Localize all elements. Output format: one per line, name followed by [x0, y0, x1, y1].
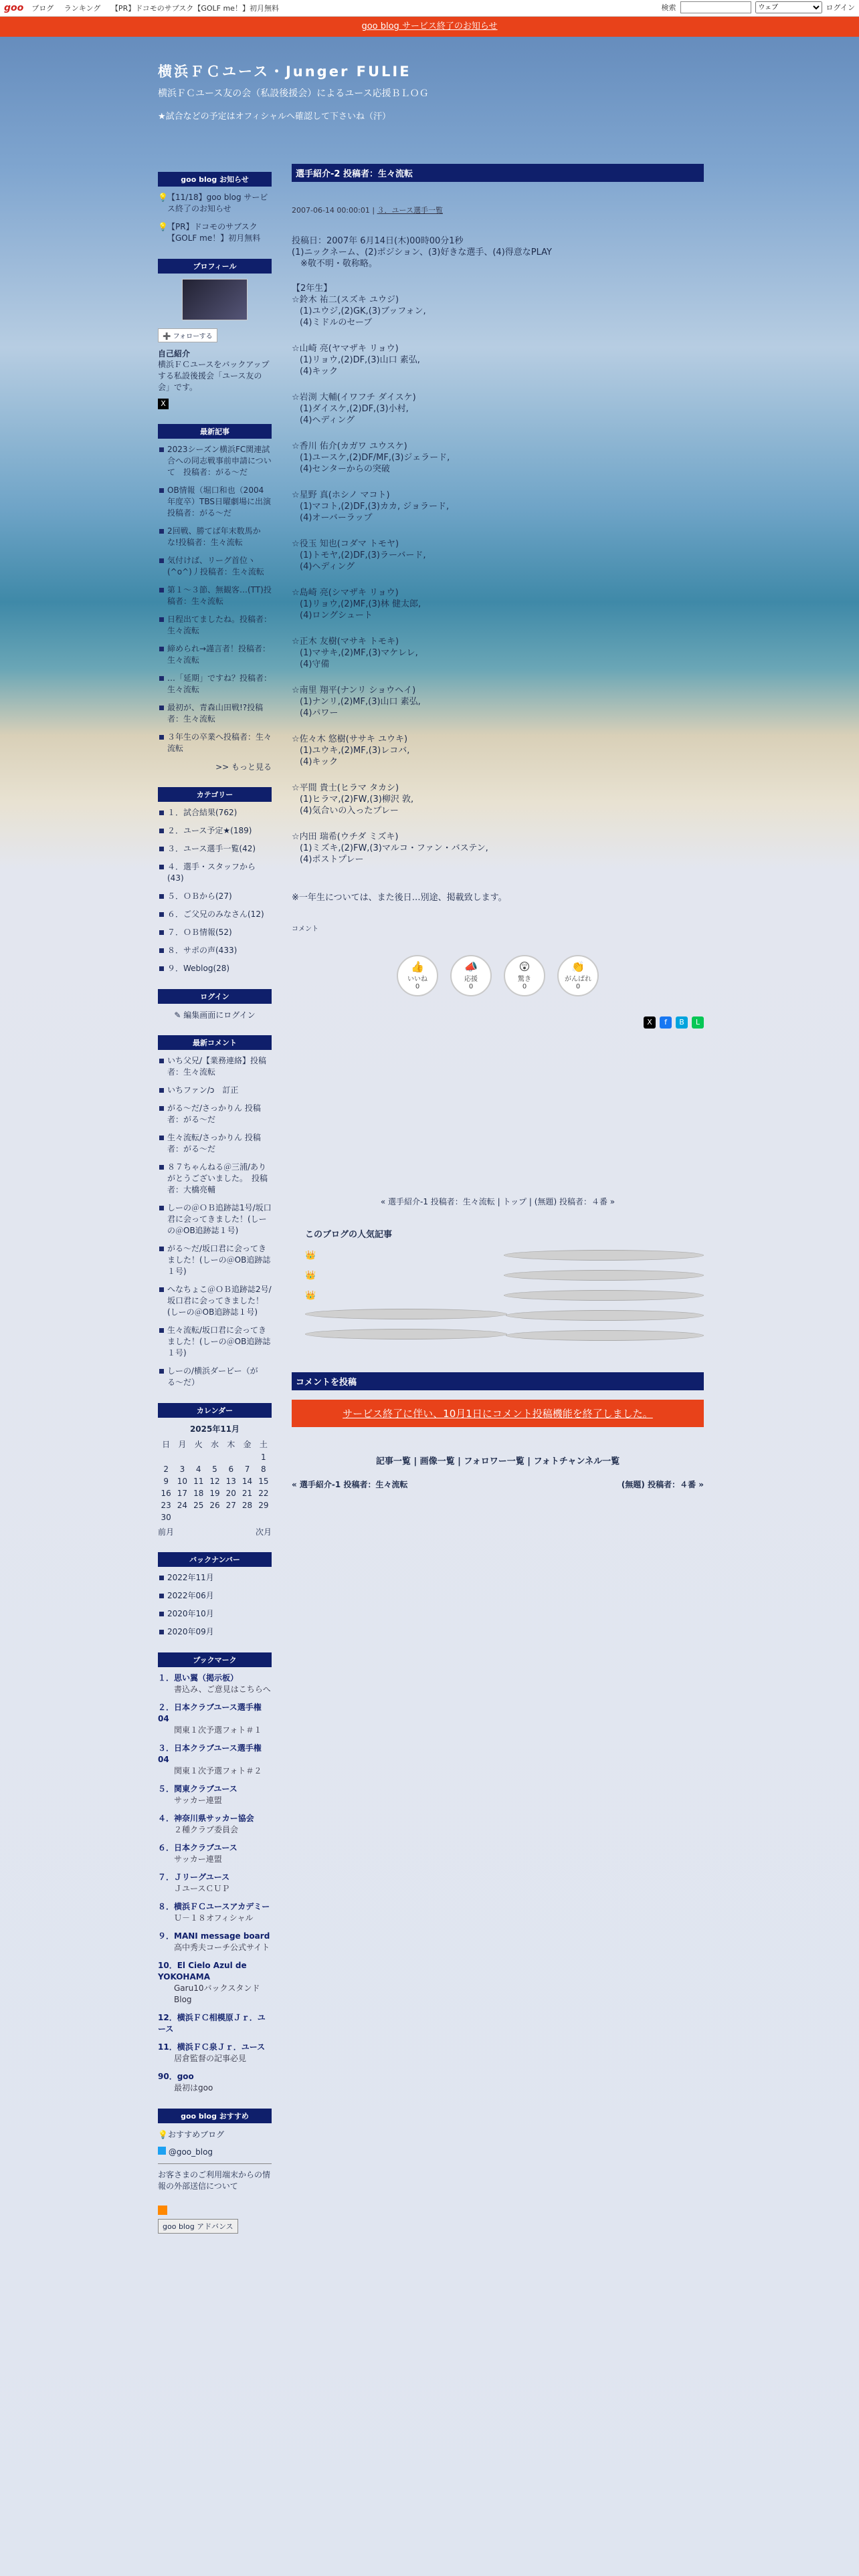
recent-post-link[interactable]: 2023シーズン横浜FC関連試合への同志戦事前申請について 投稿者：がる〜だ	[158, 444, 272, 478]
main-content	[292, 164, 704, 1490]
bulb-icon: 💡	[158, 222, 168, 231]
prev-article-link[interactable]: « 選手紹介-1 投稿者：生々流転	[292, 1480, 408, 1489]
player-entry: ☆内田 瑞希(ウチダ ミズキ) (1)ミズキ,(2)FW,(3)マルコ・ファン・バステン, (4)ポストプレー	[292, 832, 488, 865]
cal-weekday: 金	[243, 1440, 252, 1449]
recent-comment-link[interactable]: いち父兄/【業務連絡】投稿者：生々流転	[158, 1055, 272, 1078]
cal-day: 17	[177, 1489, 188, 1498]
recent-comment-link[interactable]: しーの/横浜ダービー（がる〜だ）	[158, 1366, 272, 1388]
placeholder-dot	[506, 1330, 704, 1341]
cal-day: 3	[179, 1465, 185, 1474]
cal-day: 25	[193, 1501, 204, 1510]
player-entry: ☆佐々木 悠樹(ササキ ユウキ) (1)ユウキ,(2)MF,(3)レコバ, (4)キック	[292, 734, 410, 767]
placeholder-dot	[504, 1270, 704, 1281]
footer-links[interactable]: 記事一覧 | 画像一覧 | フォロワー一覧 | フォトチャンネル一覧	[375, 1457, 620, 1467]
article-meta: 2007-06-14 00:00:01 | ３．ユース選手一覧	[292, 206, 443, 215]
category-link[interactable]: ４．選手・スタッフから(43)	[158, 861, 272, 884]
reaction-cheer-button[interactable]: 📣 応援 0	[450, 955, 492, 996]
cal-weekday: 木	[227, 1440, 235, 1449]
bookmark-item[interactable]: １．思い翼（掲示板） 書込み、ご意見はこちらへ	[158, 1673, 271, 1694]
recent-post-link[interactable]: 2回戦、勝てば年末数馬かな!投稿者：生々流転	[158, 526, 272, 548]
nav-pr[interactable]: 【PR】ドコモのサブスク【GOLF me！】初月無料	[110, 4, 279, 13]
advance-badge[interactable]: goo blog アドバンス	[158, 2219, 238, 2234]
category-heading: カテゴリー	[158, 787, 272, 802]
facebook-share-icon[interactable]: f	[660, 1016, 672, 1029]
recommend-heading: goo blog おすすめ	[158, 2109, 272, 2123]
bookmark-item[interactable]: 10．El Cielo Azul de YOKOHAMA Garu10バックスタンドBlog	[158, 1961, 260, 2004]
backnumber-link[interactable]: 2022年06月	[158, 1590, 272, 1602]
login-heading: ログイン	[158, 989, 272, 1004]
blog-subtitle: 横浜ＦＣユース友の会（私設後援会）によるユース応援ＢＬＯＧ	[158, 88, 429, 99]
x-icon[interactable]: X	[158, 399, 169, 409]
calendar-month: 2025年11月	[189, 1424, 240, 1434]
goo-logo[interactable]: goo	[4, 3, 24, 13]
share-buttons	[292, 1016, 704, 1029]
cal-day: 2	[163, 1465, 169, 1474]
player-entry: ☆正木 友樹(マサキ トモキ) (1)マサキ,(2)MF,(3)マケレレ, (4)守備	[292, 637, 418, 669]
cal-weekday: 水	[210, 1440, 219, 1449]
player-entry: ☆岩渕 大輔(イワフチ ダイスケ) (1)ダイスケ,(2)DF,(3)小村, (4)ヘディング	[292, 393, 416, 425]
recommend-blog-link[interactable]: 💡おすすめブログ	[158, 2130, 225, 2139]
profile-heading: プロフィール	[158, 259, 272, 274]
edit-login-link[interactable]: ✎ 編集画面にログイン	[174, 1010, 256, 1020]
article-date: 2007-06-14 00:00:01	[292, 206, 370, 215]
cal-day: 28	[242, 1501, 253, 1510]
recent-comment-link[interactable]: がる〜だ/さっかりん 投稿者：がる〜だ	[158, 1103, 272, 1125]
article-pager[interactable]: « 選手紹介-1 投稿者：生々流転 | トップ | (無題) 投稿者：４番 »	[380, 1197, 615, 1206]
pencil-icon: ✎	[174, 1010, 181, 1020]
next-article-link[interactable]: (無題) 投稿者：４番 »	[621, 1480, 704, 1489]
cal-day: 7	[244, 1465, 250, 1474]
cal-day: 23	[161, 1501, 171, 1510]
cal-day: 26	[209, 1501, 220, 1510]
hatena-share-icon[interactable]: B	[676, 1016, 688, 1029]
cal-day: 21	[242, 1489, 253, 1498]
search-scope-select[interactable]	[755, 1, 822, 13]
player-entry: ☆役玉 知也(コダマ トモヤ) (1)トモヤ,(2)DF,(3)ラーバード, (4)ヘディング	[292, 539, 426, 572]
article-intro: 投稿日：2007年 6月14日(木)00時00分1秒 (1)ニックネーム、(2)ポジション、(3)好きな選手、(4)得意なPLAY ※敬不明・敬称略。	[292, 236, 552, 269]
player-entry: ☆島崎 亮(シマザキ リョウ) (1)リョウ,(2)MF,(3)林 健太郎, (4)ロングシュート	[292, 588, 421, 621]
notice-item[interactable]: 💡 【PR】ドコモのサブスク【GOLF me！】初月無料	[158, 222, 261, 243]
recent-comment-link[interactable]: がる〜だ/坂口君に会ってきました！(しーの＠OB追跡誌１号)	[158, 1243, 272, 1277]
crown-silver-icon: 👑	[305, 1270, 316, 1281]
cal-day: 19	[209, 1489, 220, 1498]
comments-heading: 最新コメント	[158, 1035, 272, 1050]
reaction-clap-button[interactable]: 👏 がんばれ 0	[557, 955, 599, 996]
category-link[interactable]: ８．サポの声(433)	[158, 945, 272, 956]
surprised-face-icon: 😲	[518, 960, 531, 973]
login-link[interactable]: ログイン	[826, 3, 855, 12]
clap-icon: 👏	[571, 960, 585, 973]
cal-day: 13	[225, 1477, 236, 1486]
service-end-banner[interactable]: goo blog サービス終了のお知らせ	[0, 17, 859, 37]
popular-articles	[305, 1227, 704, 1346]
comment-label: コメント	[292, 926, 318, 933]
recent-post-link[interactable]: 最初が、青森山田戦!?投稿者：生々流転	[158, 702, 272, 725]
follow-button[interactable]: ➕ フォローする	[158, 328, 217, 342]
reaction-surprise-button[interactable]: 😲 驚き 0	[504, 955, 545, 996]
bookmark-item[interactable]: ７．Ｊリーグユース ＪユースＣＵＰ	[158, 1872, 230, 1893]
recent-comment-link[interactable]: しーの＠ＯＢ追跡誌1号/坂口君に会ってきました！(しーの＠OB追跡誌１号)	[158, 1202, 272, 1237]
profile-image	[182, 279, 248, 320]
bulb-icon: 💡	[158, 193, 168, 202]
calendar-heading: カレンダー	[158, 1403, 272, 1418]
bookmark-item[interactable]: ３．日本クラブユース選手権04 関東１次予選フォト＃２	[158, 1743, 262, 1776]
cal-day: 1	[261, 1453, 266, 1462]
crown-gold-icon: 👑	[305, 1250, 316, 1261]
cal-day: 22	[258, 1489, 269, 1498]
placeholder-dot	[504, 1250, 704, 1261]
recent-post-link[interactable]: 気付けば、リーグ首位ヽ(^o^)丿投稿者：生々流転	[158, 555, 272, 578]
recent-post-link[interactable]: OB情報（堀口和也（2004年度卒）TBS日曜劇場に出演 投稿者：がる〜だ	[158, 485, 272, 519]
backnumber-link[interactable]: 2020年10月	[158, 1608, 272, 1620]
category-link[interactable]: ２．ユース予定★(189)	[158, 825, 272, 837]
bookmark-item[interactable]: 12．横浜ＦＣ相模原Ｊｒ．ユース	[158, 2013, 266, 2034]
player-entry: ☆鈴木 祐二(スズキ ユウジ) (1)ユウジ,(2)GK,(3)ブッフォン, (4)ミドルのセーブ	[292, 295, 426, 328]
recent-comment-link[interactable]: ８７ちゃんねる＠三浦/ありがとうございました。 投稿者：大橋亮輔	[158, 1162, 272, 1196]
bookmark-item[interactable]: ６．日本クラブユース サッカー連盟	[158, 1843, 237, 1864]
cal-weekday: 土	[259, 1440, 268, 1449]
placeholder-dot	[504, 1290, 704, 1301]
bookmark-item[interactable]: ２．日本クラブユース選手権04 関東１次予選フォト＃１	[158, 1703, 262, 1735]
recent-post-link[interactable]: ３年生の卒業へ投稿者：生々流転	[158, 732, 272, 754]
category-link[interactable]: ６．ご父兄のみなさん(12)	[158, 909, 272, 920]
player-entry: ☆平間 貴士(ヒラマ タカシ) (1)ヒラマ,(2)FW,(3)柳沢 敦, (4)気合いの入ったプレー	[292, 783, 414, 816]
backnumber-heading: バックナンバー	[158, 1552, 272, 1567]
reaction-like-button[interactable]: 👍 いいね 0	[397, 955, 438, 996]
category-link[interactable]: １．試合結果(762)	[158, 807, 272, 819]
blog-header	[158, 61, 706, 122]
nav-ranking[interactable]: ランキング	[64, 4, 101, 13]
recent-post-link[interactable]: 締められ→謹言者！投稿者：生々流転	[158, 643, 272, 666]
line-share-icon[interactable]: L	[692, 1016, 704, 1029]
cal-day: 27	[225, 1501, 236, 1510]
popular-heading: このブログの人気記事	[305, 1230, 393, 1240]
cal-day: 30	[161, 1513, 171, 1522]
sidebar	[158, 172, 279, 2248]
twitter-icon	[158, 2147, 166, 2155]
grade-heading: 【2年生】	[292, 284, 332, 294]
calendar-next[interactable]: 次月	[255, 1527, 272, 1537]
more-link[interactable]: >> もっと見る	[215, 762, 272, 772]
bookmark-item[interactable]: ５．関東クラブユース サッカー連盟	[158, 1784, 237, 1805]
recent-comment-link[interactable]: 生々流転/さっかりん 投稿者：がる〜だ	[158, 1132, 272, 1155]
goo-topbar	[0, 0, 859, 17]
cal-day: 29	[258, 1501, 269, 1510]
comment-ended-notice[interactable]: サービス終了に伴い、10月1日にコメント投稿機能を終了しました。	[292, 1400, 704, 1427]
recent-post-link[interactable]: 第１～３節、無観客…(TT)投稿者：生々流転	[158, 584, 272, 607]
search-input[interactable]	[680, 1, 751, 13]
player-entry: ☆香川 佑介(カガワ ユウスケ) (1)ユースケ,(2)DF/MF,(3)ジェラード, (4)センターからの突破	[292, 441, 450, 474]
article-footnote: ※一年生については、また後日…別途、掲載致します。	[292, 893, 507, 903]
cal-day: 14	[242, 1477, 253, 1486]
placeholder-dot	[305, 1309, 507, 1319]
cal-day: 15	[258, 1477, 269, 1486]
bookmark-item[interactable]: ８．横浜ＦＣユースアカデミー Ｕ－１８オフィシャル	[158, 1902, 270, 1923]
calendar-prev[interactable]: 前月	[158, 1527, 175, 1537]
article-category-link[interactable]: ３．ユース選手一覧	[377, 206, 443, 215]
category-link[interactable]: ９．Weblog(28)	[158, 963, 272, 974]
thumbs-up-icon: 👍	[411, 960, 424, 973]
twitter-link[interactable]: @goo_blog	[158, 2147, 272, 2157]
search-label: 検索	[661, 3, 676, 12]
cal-day: 20	[225, 1489, 236, 1498]
bookmark-item[interactable]: ９．MANI message board 高中秀夫コーチ公式サイト	[158, 1931, 270, 1952]
profile-text: 横浜ＦＣユースをバックアップする私設後援会「ユース友の会」です。	[158, 360, 270, 392]
recent-comment-link[interactable]: へなちょこ＠ＯＢ追跡誌2号/坂口君に会ってきました！(しーの＠OB追跡誌１号)	[158, 1284, 272, 1318]
notice-heading: goo blog お知らせ	[158, 172, 272, 187]
recent-comment-link[interactable]: 生々流転/坂口君に会ってきました！(しーの＠OB追跡誌１号)	[158, 1325, 272, 1359]
placeholder-dot	[305, 1329, 507, 1339]
player-entry: ☆山崎 亮(ヤマザキ リョウ) (1)リョウ,(2)DF,(3)山口 素弘, (4)キック	[292, 344, 420, 377]
category-link[interactable]: ３．ユース選手一覧(42)	[158, 843, 272, 855]
x-share-icon[interactable]: X	[644, 1016, 656, 1029]
bookmark-item[interactable]: 90．goo 最初はgoo	[158, 2072, 213, 2092]
cal-day: 11	[193, 1477, 204, 1486]
profile-label: 自己紹介	[158, 349, 191, 358]
cal-day: 12	[209, 1477, 220, 1486]
player-entry: ☆南里 翔平(ナンリ ショウヘイ) (1)ナンリ,(2)MF,(3)山口 素弘, (4)パワー	[292, 685, 421, 718]
crown-bronze-icon: 👑	[305, 1290, 316, 1301]
cal-day: 8	[261, 1465, 266, 1474]
cal-day: 5	[212, 1465, 217, 1474]
cal-day: 24	[177, 1501, 188, 1510]
bookmark-item[interactable]: 11．横浜ＦＣ泉Ｊｒ．ユース 居倉監督の記事必見	[158, 2042, 266, 2063]
cal-day: 18	[193, 1489, 204, 1498]
category-link[interactable]: ５．ＯＢから(27)	[158, 891, 272, 902]
player-entry: ☆星野 真(ホシノ マコト) (1)マコト,(2)DF,(3)カカ, ジョラード, (4)オーバーラップ	[292, 490, 450, 523]
reaction-buttons	[292, 955, 704, 996]
cal-day: 4	[195, 1465, 201, 1474]
external-note-link[interactable]: お客さまのご利用端末からの情報の外部送信について	[158, 2163, 272, 2192]
megaphone-icon: 📣	[464, 960, 478, 973]
bookmark-item[interactable]: ４．神奈川県サッカー協会 ２種クラブ委員会	[158, 1814, 254, 1834]
rss-icon[interactable]	[158, 2206, 167, 2215]
bookmark-heading: ブックマーク	[158, 1652, 272, 1667]
comment-post-heading: コメントを投稿	[292, 1372, 704, 1390]
cal-weekday: 月	[178, 1440, 187, 1449]
recent-comment-link[interactable]: いちファン/ↄ 訂正	[158, 1085, 272, 1096]
category-link[interactable]: ７．ＯＢ情報(52)	[158, 927, 272, 938]
cal-weekday: 火	[194, 1440, 203, 1449]
cal-day: 10	[177, 1477, 188, 1486]
placeholder-dot	[506, 1310, 704, 1321]
backnumber-link[interactable]: 2022年11月	[158, 1572, 272, 1584]
cal-day: 6	[228, 1465, 234, 1474]
article-title[interactable]: 選手紹介-2 投稿者：生々流転	[292, 164, 704, 182]
bulb-icon: 💡	[158, 2130, 168, 2139]
calendar	[158, 1403, 272, 1537]
nav-blog[interactable]: ブログ	[31, 4, 54, 13]
backnumber-link[interactable]: 2020年09月	[158, 1626, 272, 1638]
cal-day: 16	[161, 1489, 171, 1498]
cal-weekday: 日	[162, 1440, 171, 1449]
cal-day: 9	[163, 1477, 169, 1486]
notice-item[interactable]: 💡 【11/18】goo blog サービス終了のお知らせ	[158, 193, 268, 213]
recent-post-link[interactable]: 日程出てましたね。投稿者：生々流転	[158, 614, 272, 637]
blog-title[interactable]: 横浜ＦＣユース・Junger FULIE	[158, 64, 411, 80]
recent-post-link[interactable]: …「延期」ですね？投稿者：生々流転	[158, 673, 272, 695]
blog-note: ★試合などの予定はオフィシャルへ確認して下さいね（汗）	[158, 112, 391, 122]
recent-heading: 最新記事	[158, 424, 272, 439]
